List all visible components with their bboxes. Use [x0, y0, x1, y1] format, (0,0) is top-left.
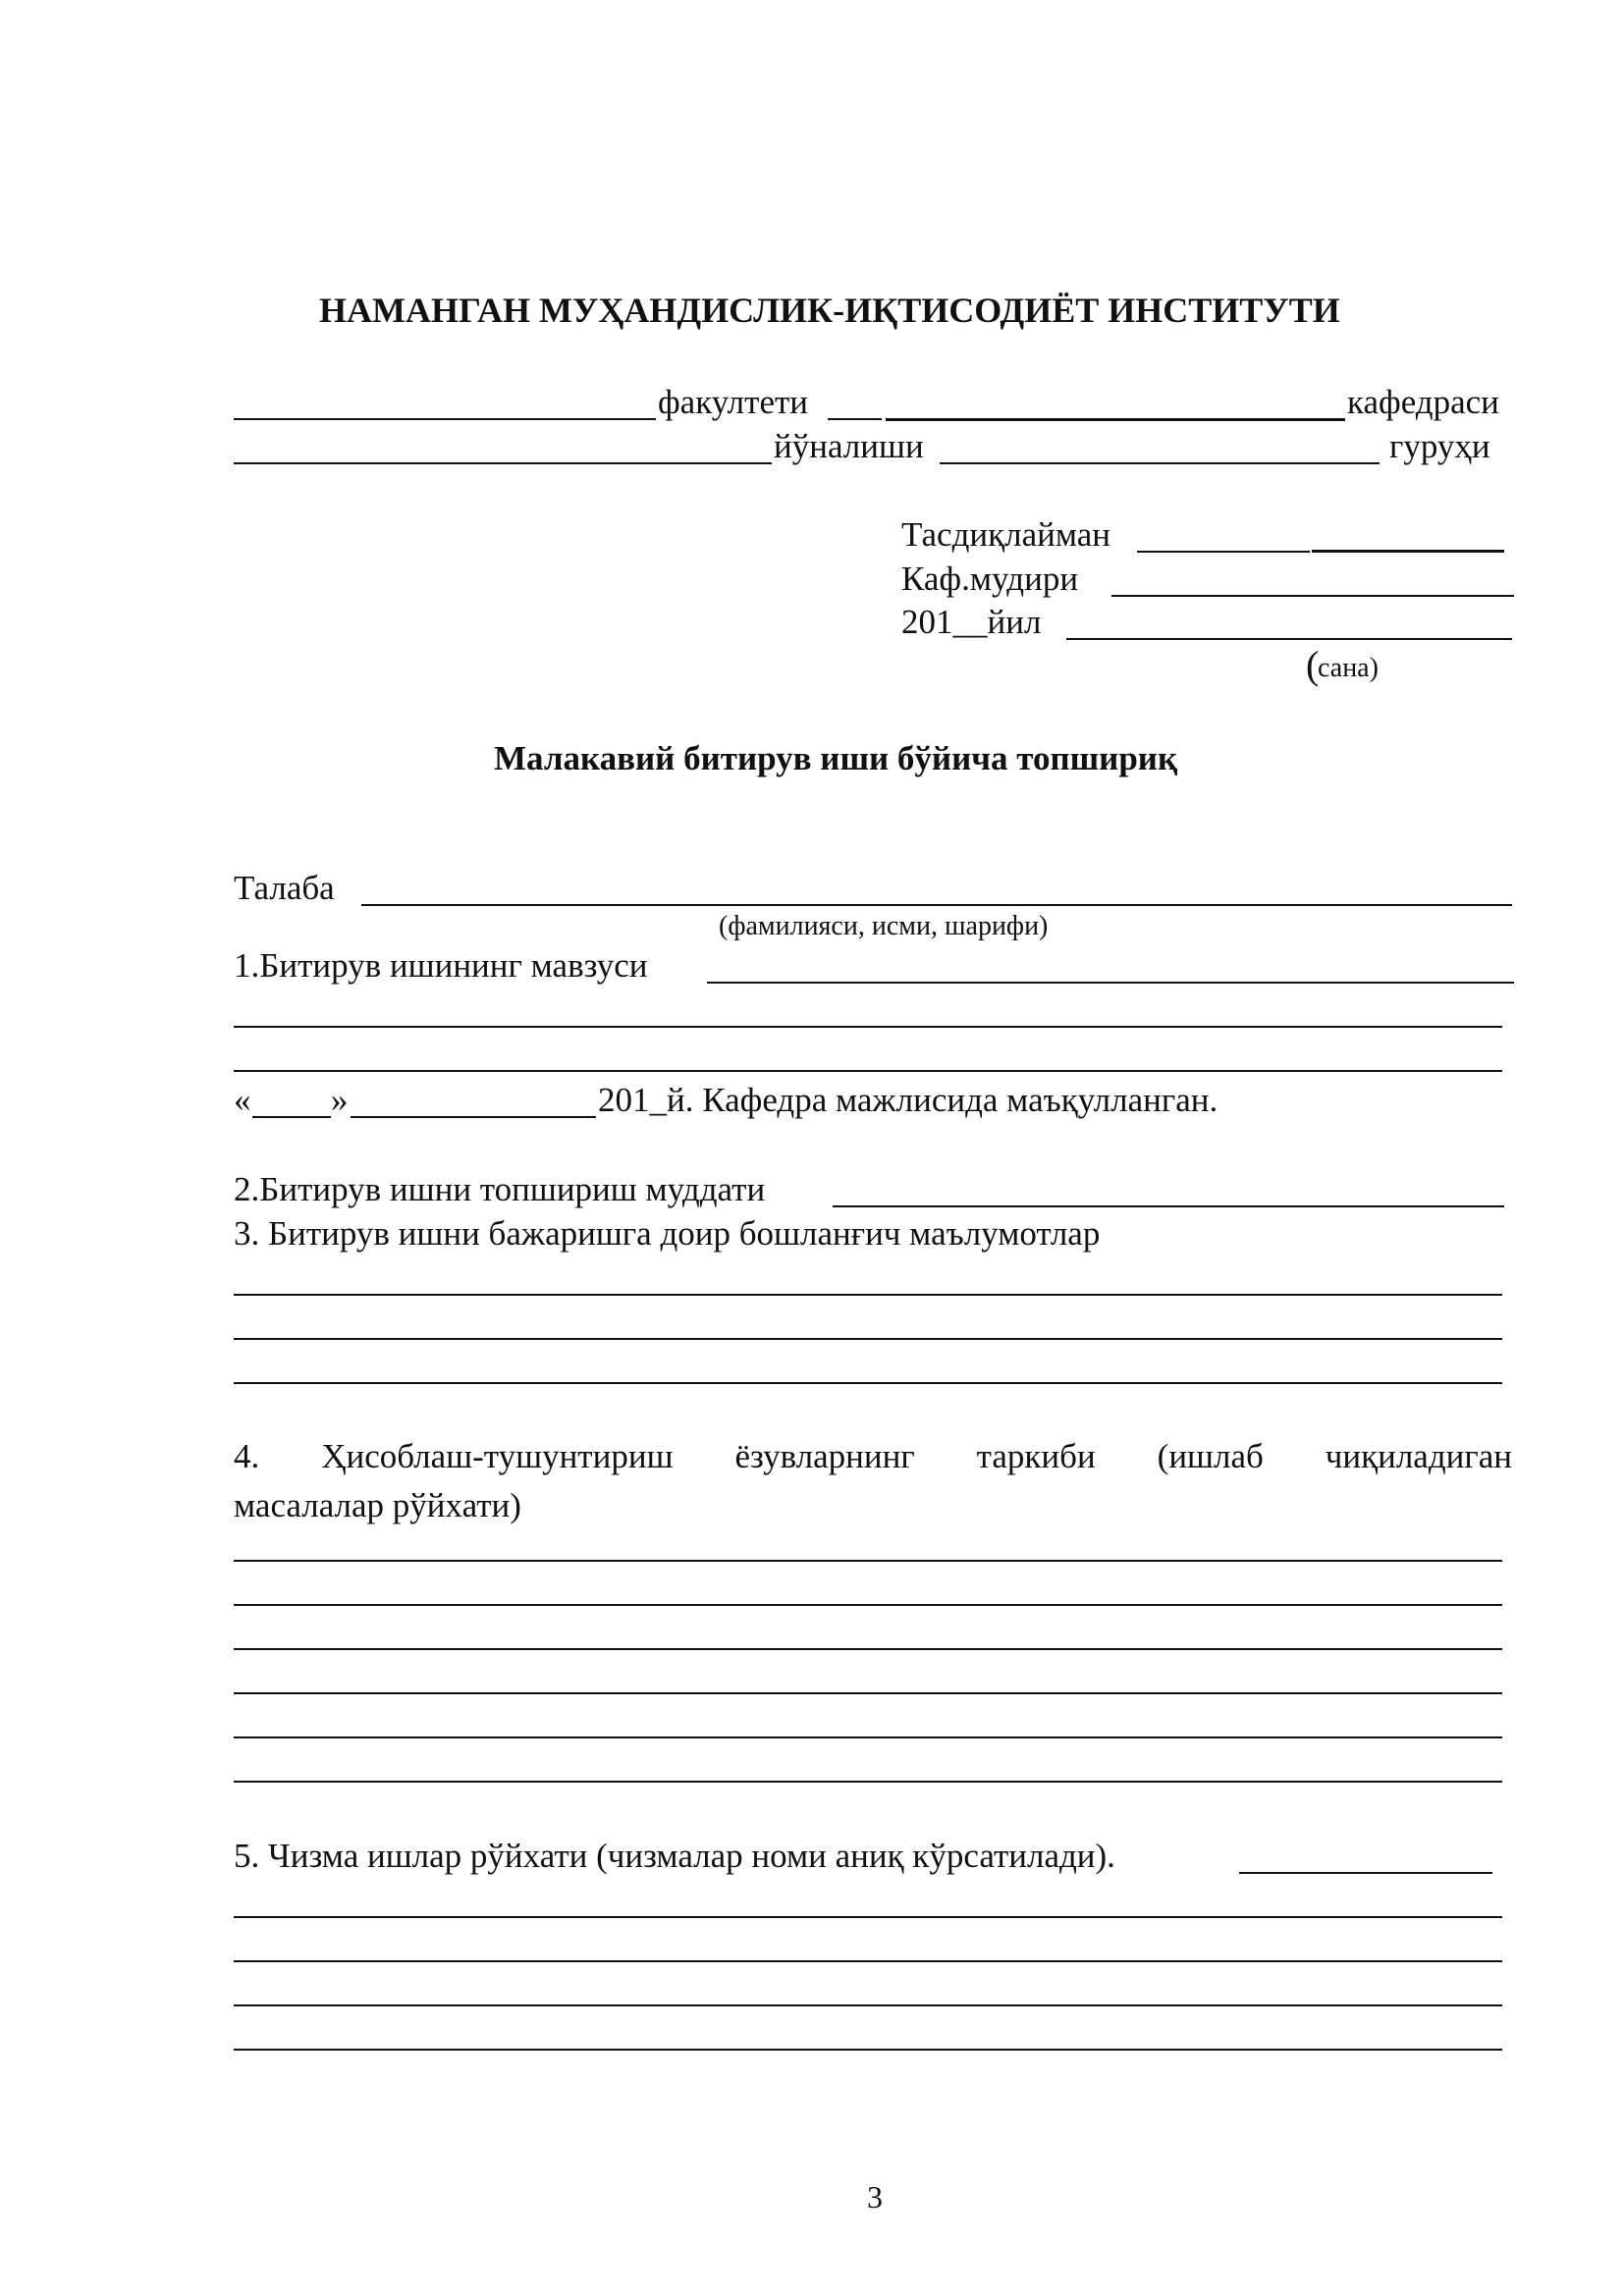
calculation-notes-label-line2: масалалар рўйхати): [234, 1486, 521, 1524]
faculty-suffix-blank[interactable]: [828, 418, 882, 420]
drawings-list-line[interactable]: [234, 2004, 1502, 2006]
calculation-notes-line[interactable]: [234, 1692, 1502, 1694]
calculation-notes-label-line1: 4. Ҳисоблаш-тушунтириш ёзувларнинг таркиби (ишлаб чиқиладиган: [234, 1437, 1512, 1475]
date-hint-paren: (: [1306, 643, 1320, 687]
approval-date-close-quote: »: [331, 1081, 349, 1119]
calculation-notes-line[interactable]: [234, 1736, 1502, 1738]
faculty-blank[interactable]: [234, 418, 656, 420]
approve-signature-blank[interactable]: [1312, 550, 1504, 553]
drawings-list-label: 5. Чизма ишлар рўйхати (чизмалар номи аниқ кўрсатилади).: [234, 1837, 1115, 1875]
initial-data-label: 3. Битирув ишни бажаришга доир бошланғич маълумотлар: [234, 1214, 1101, 1253]
thesis-topic-field[interactable]: [707, 982, 1514, 984]
initial-data-line[interactable]: [234, 1382, 1502, 1384]
year-blank[interactable]: [1066, 638, 1512, 640]
thesis-topic-line[interactable]: [234, 1070, 1502, 1072]
initial-data-line[interactable]: [234, 1294, 1502, 1296]
calculation-notes-line[interactable]: [234, 1604, 1502, 1606]
drawings-list-line[interactable]: [234, 1960, 1502, 1962]
thesis-topic-line[interactable]: [234, 1026, 1502, 1028]
approve-label: Тасдиқлайман: [901, 515, 1111, 554]
approval-day-field[interactable]: [252, 1116, 331, 1118]
department-blank[interactable]: [886, 418, 1345, 421]
approval-year-text: 201_й. Кафедра мажлисида маъқулланган.: [598, 1081, 1218, 1119]
head-signature-blank[interactable]: [1111, 595, 1514, 597]
faculty-label: факултети: [658, 383, 809, 421]
drawings-list-field[interactable]: [1239, 1872, 1492, 1874]
submission-deadline-field[interactable]: [833, 1205, 1504, 1207]
year-label: 201__йил: [901, 603, 1042, 641]
initial-data-line[interactable]: [234, 1338, 1502, 1340]
approval-month-field[interactable]: [351, 1116, 596, 1118]
direction-label: йўналиши: [774, 427, 924, 465]
direction-blank[interactable]: [234, 462, 772, 464]
approval-date-open-quote: «: [234, 1081, 251, 1119]
student-name-field[interactable]: [361, 904, 1512, 906]
student-label: Талаба: [234, 869, 335, 907]
task-title: Малакавий битирув иши бўйича топшириқ: [494, 739, 1178, 777]
submission-deadline-label: 2.Битирув ишни топшириш муддати: [234, 1170, 766, 1208]
calculation-notes-line[interactable]: [234, 1560, 1502, 1562]
student-name-hint: (фамилияси, исми, шарифи): [719, 911, 1049, 941]
institute-title: НАМАНГАН МУҲАНДИСЛИК-ИҚТИСОДИЁТ ИНСТИТУТИ: [319, 291, 1340, 330]
page-number: 3: [867, 2179, 883, 2215]
calculation-notes-line[interactable]: [234, 1648, 1502, 1650]
department-label: кафедраси: [1347, 383, 1499, 421]
approve-blank[interactable]: [1137, 551, 1310, 553]
drawings-list-line[interactable]: [234, 2049, 1502, 2051]
head-of-department-label: Каф.мудири: [901, 560, 1079, 598]
drawings-list-line[interactable]: [234, 1916, 1502, 1918]
calculation-notes-line[interactable]: [234, 1781, 1502, 1783]
group-label: гуруҳи: [1389, 427, 1490, 465]
group-blank[interactable]: [940, 462, 1380, 464]
thesis-topic-label: 1.Битирув ишининг мавзуси: [234, 946, 648, 985]
date-hint: сана): [1318, 653, 1379, 683]
